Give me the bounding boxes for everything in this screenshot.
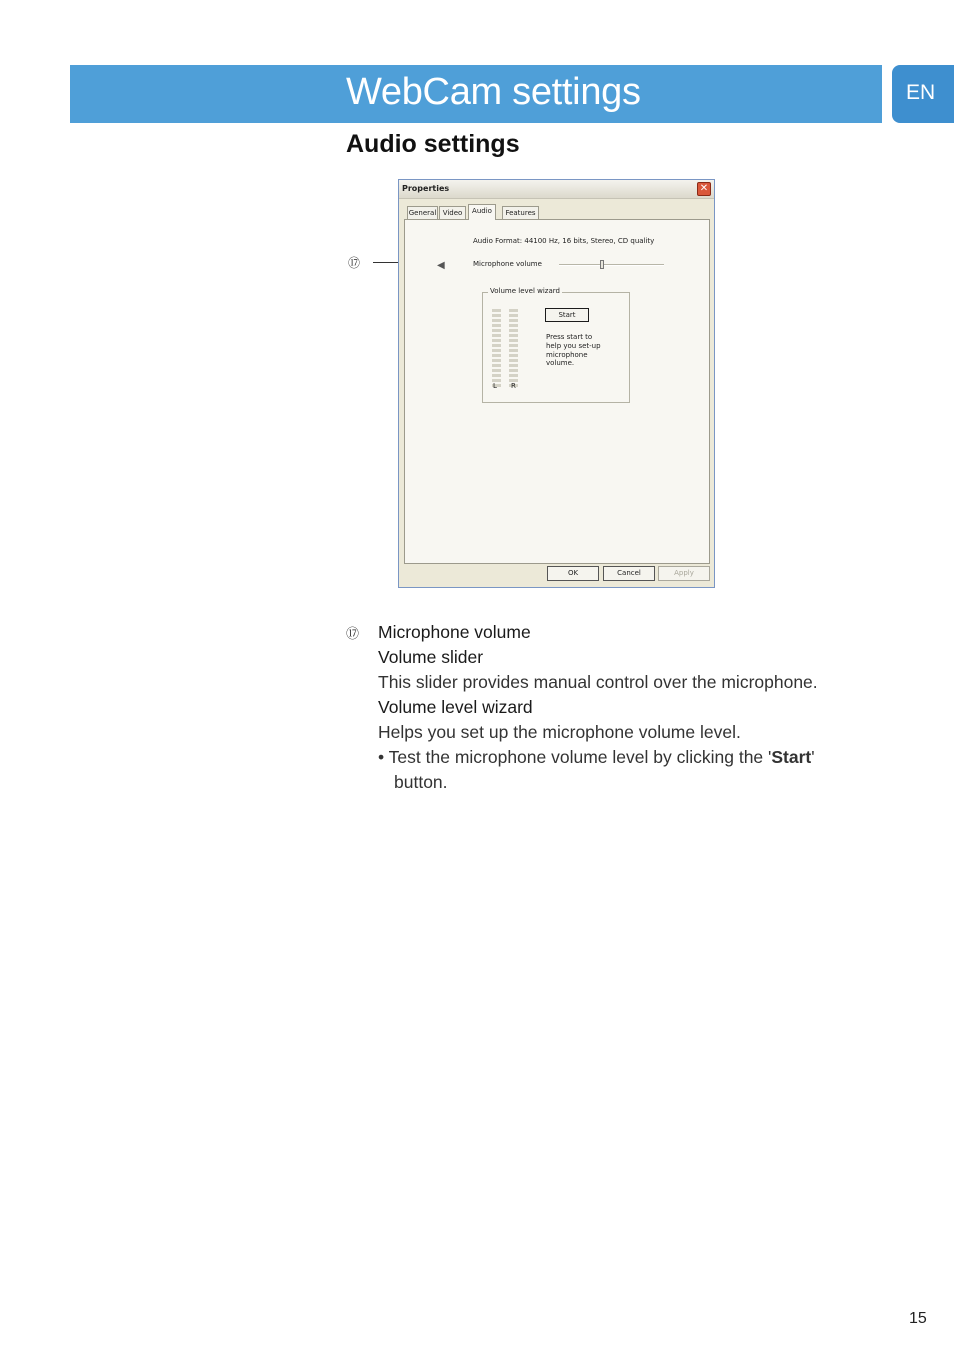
volume-level-wizard-group xyxy=(482,287,630,403)
wizard-help-line: help you set-up xyxy=(546,341,601,350)
page-number: 15 xyxy=(909,1310,927,1327)
audio-format-text: Audio Format: 44100 Hz, 16 bits, Stereo, CD quality xyxy=(473,237,655,245)
tab-general[interactable]: General xyxy=(407,206,438,219)
header-bar xyxy=(70,65,882,123)
cancel-button[interactable]: Cancel xyxy=(603,566,655,581)
level-meter-right xyxy=(509,309,518,389)
wizard-help-line: microphone xyxy=(546,350,588,359)
volume-slider-thumb[interactable] xyxy=(600,260,604,269)
bullet-bold: Start xyxy=(771,747,812,767)
description-number: ⑰ xyxy=(346,627,360,642)
ok-button[interactable]: OK xyxy=(547,566,599,581)
slider-text: This slider provides manual control over the microphone. xyxy=(378,672,818,692)
slider-title: Volume slider xyxy=(378,647,484,667)
callout-number: ⑰ xyxy=(348,256,361,270)
bullet-suffix: ' xyxy=(811,747,815,767)
wizard-help-text xyxy=(546,333,626,368)
meter-label-right: R xyxy=(511,382,516,390)
language-label: EN xyxy=(906,81,936,104)
page-title: WebCam settings xyxy=(346,71,641,113)
wizard-group-label: Volume level wizard xyxy=(490,287,560,295)
start-button[interactable]: Start xyxy=(545,308,589,322)
volume-slider-track[interactable] xyxy=(559,264,664,266)
apply-button[interactable]: Apply xyxy=(658,566,710,581)
close-icon[interactable]: ✕ xyxy=(697,182,711,196)
bullet-prefix: • Test the microphone volume level by clicking the ' xyxy=(378,747,772,767)
bullet-item xyxy=(378,747,815,768)
wizard-help-line: volume. xyxy=(546,359,575,368)
dialog-title: Properties xyxy=(402,184,450,193)
tab-features[interactable]: Features xyxy=(502,206,539,219)
level-meter-left xyxy=(492,309,501,389)
wizard-help-line: Press start to xyxy=(546,333,593,341)
speaker-icon: ◀ xyxy=(437,260,445,271)
wizard-text: Helps you set up the microphone volume level. xyxy=(378,722,741,742)
properties-dialog xyxy=(398,179,715,588)
tab-video[interactable]: Video xyxy=(439,206,466,219)
dialog-titlebar xyxy=(399,180,714,199)
bullet-continuation: button. xyxy=(394,772,448,792)
tab-audio[interactable]: Audio xyxy=(468,204,496,220)
description-heading: Microphone volume xyxy=(378,622,531,642)
language-tab xyxy=(892,65,954,123)
meter-label-left: L xyxy=(493,382,497,390)
microphone-volume-label: Microphone volume xyxy=(473,260,542,268)
section-title: Audio settings xyxy=(346,130,520,158)
wizard-title: Volume level wizard xyxy=(378,697,533,717)
